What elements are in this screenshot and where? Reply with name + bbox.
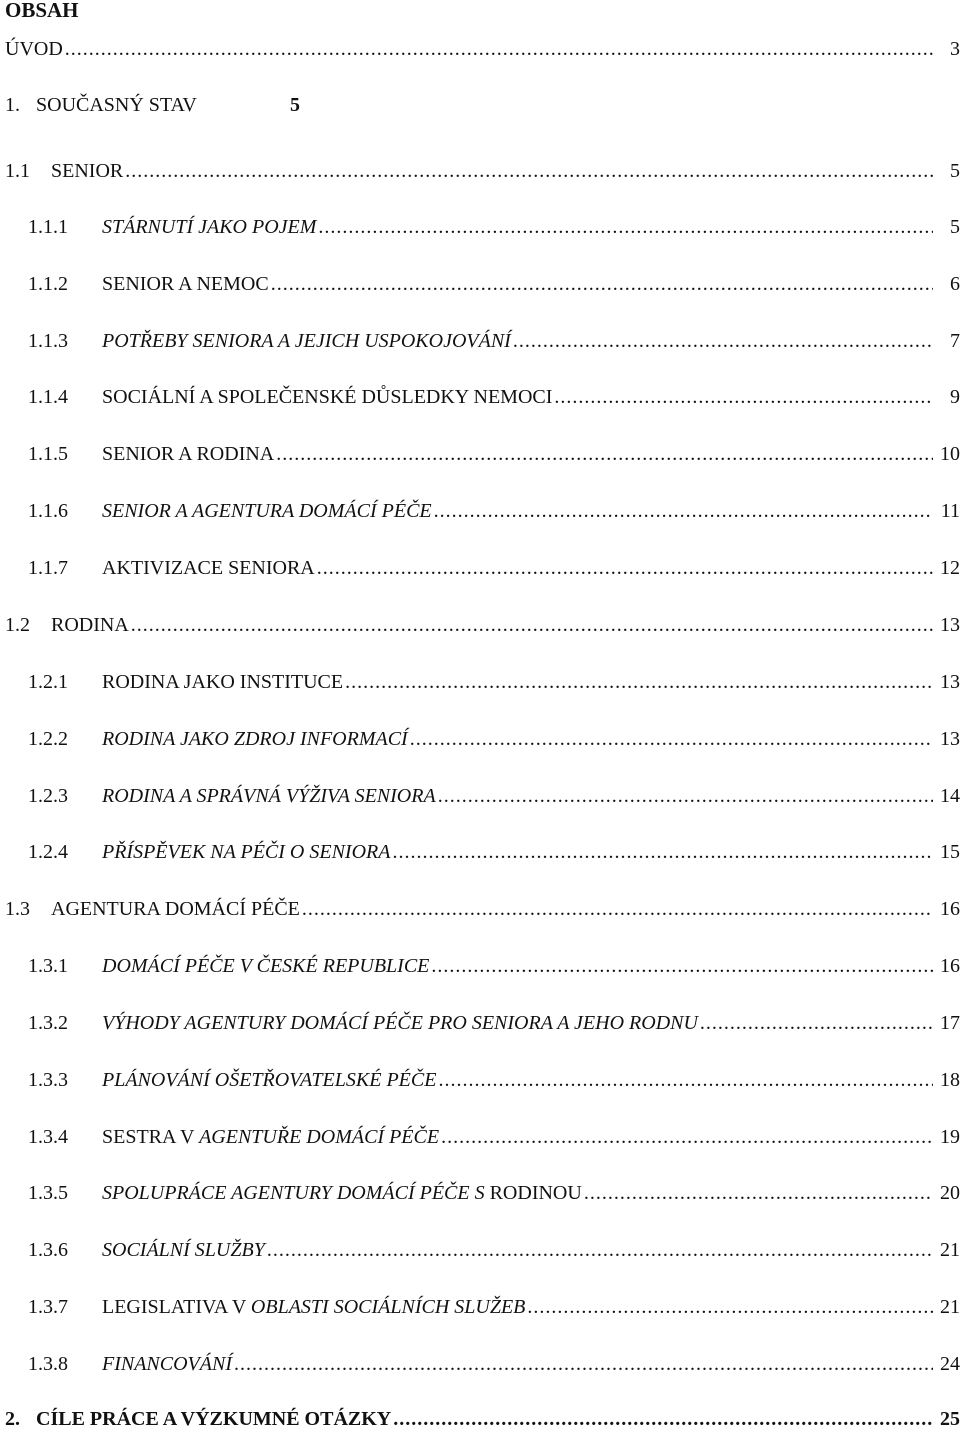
- dot-leader: [700, 1010, 933, 1036]
- toc-entry-page: 13: [940, 728, 960, 750]
- toc-entry-title: PLÁNOVÁNÍ OŠETŘOVATELSKÉ PÉČE: [102, 1069, 437, 1091]
- toc-entry-number: 1.1: [5, 160, 30, 182]
- toc-entry-title-part-a: SESTRA V: [102, 1126, 200, 1148]
- toc-entry-number: 1.2.1: [28, 671, 68, 693]
- toc-entry-title: [102, 1294, 525, 1320]
- toc-entry-page: 25: [940, 1408, 960, 1430]
- toc-entry-page: 9: [950, 386, 960, 408]
- toc-entry-1-3-5[interactable]: [0, 1180, 960, 1206]
- toc-entry-title: RODINA JAKO INSTITUCE: [102, 671, 344, 693]
- toc-heading: OBSAH: [5, 0, 79, 22]
- dot-leader: [302, 896, 933, 922]
- toc-entry-number: 2.: [5, 1408, 20, 1430]
- toc-entry-1-3-4[interactable]: [0, 1124, 960, 1150]
- toc-entry-number: 1.3: [5, 898, 30, 920]
- toc-entry-number: 1.3.3: [28, 1069, 68, 1091]
- dot-leader: [318, 214, 933, 240]
- toc-entry-title-part-b: RODINOU: [489, 1182, 582, 1204]
- toc-entry-number: 1.1.7: [28, 557, 68, 579]
- dot-leader: [345, 669, 933, 695]
- toc-entry-1-1-4[interactable]: [0, 384, 960, 410]
- toc-entry-number: 1.2.2: [28, 728, 68, 750]
- toc-entry-title-part-b: OBLASTI SOCIÁLNÍCH SLUŽEB: [250, 1296, 526, 1318]
- toc-entry-title-part-a: SPOLUPRÁCE AGENTURY DOMÁCÍ PÉČE S: [102, 1182, 490, 1204]
- toc-entry-number: 1.3.8: [28, 1353, 68, 1375]
- toc-entry-page: 21: [940, 1239, 960, 1261]
- toc-entry-1-2-3[interactable]: [0, 783, 960, 809]
- toc-entry-number: 1.: [5, 94, 20, 116]
- toc-entry-number: 1.1.1: [28, 216, 68, 238]
- dot-leader: [434, 498, 933, 524]
- toc-entry-1-2-1[interactable]: [0, 669, 960, 695]
- dot-leader: [554, 384, 933, 410]
- dot-leader: [131, 612, 933, 638]
- toc-entry-1-3-6[interactable]: [0, 1237, 960, 1263]
- toc-entry-title: SOUČASNÝ STAV: [36, 94, 197, 116]
- toc-entry-title: PŘÍSPĚVEK NA PÉČI O SENIORA: [102, 841, 391, 863]
- toc-entry-title: RODINA JAKO ZDROJ INFORMACÍ: [102, 728, 408, 750]
- toc-entry-page: 17: [940, 1012, 960, 1034]
- toc-entry-number: 1.1.4: [28, 386, 68, 408]
- toc-entry-title: [102, 1180, 582, 1206]
- toc-entry-page: 21: [940, 1296, 960, 1318]
- toc-entry-number: 1.3.2: [28, 1012, 68, 1034]
- dot-leader: [65, 36, 933, 62]
- toc-entry-title: VÝHODY AGENTURY DOMÁCÍ PÉČE PRO SENIORA A JEHO RODNU: [102, 1012, 698, 1034]
- dot-leader: [438, 783, 933, 809]
- dot-leader: [267, 1237, 933, 1263]
- dot-leader: [441, 1124, 933, 1150]
- toc-entry-title: POTŘEBY SENIORA A JEJICH USPOKOJOVÁNÍ: [102, 330, 511, 352]
- toc-entry-title: SOCIÁLNÍ SLUŽBY: [102, 1239, 265, 1261]
- toc-entry-title: AGENTURA DOMÁCÍ PÉČE: [51, 898, 300, 920]
- toc-entry-title: FINANCOVÁNÍ: [102, 1353, 232, 1375]
- dot-leader: [276, 441, 933, 467]
- dot-leader: [317, 555, 933, 581]
- toc-entry-page: 7: [950, 330, 960, 352]
- toc-entry-number: 1.3.6: [28, 1239, 68, 1261]
- toc-entry-page: 16: [940, 898, 960, 920]
- dot-leader: [410, 726, 933, 752]
- toc-entry-page: 5: [950, 160, 960, 182]
- toc-entry-page: 16: [940, 955, 960, 977]
- toc-entry-uvod[interactable]: [0, 36, 960, 62]
- toc-entry-title: STÁRNUTÍ JAKO POJEM: [102, 216, 317, 238]
- toc-entry-page: 11: [940, 500, 960, 522]
- toc-entry-page: 5: [290, 94, 300, 116]
- toc-entry-1-1[interactable]: [0, 158, 960, 184]
- toc-entry-page: 20: [940, 1182, 960, 1204]
- toc-entry-number: 1.2.4: [28, 841, 68, 863]
- toc-entry-title: [102, 1124, 439, 1150]
- dot-leader: [392, 839, 933, 865]
- toc-entry-number: 1.3.1: [28, 955, 68, 977]
- toc-entry-title: ÚVOD: [5, 38, 63, 60]
- toc-entry-title: SENIOR A RODINA: [102, 443, 275, 465]
- toc-entry-title: SENIOR A AGENTURA DOMÁCÍ PÉČE: [102, 500, 432, 522]
- toc-entry-1-1-7[interactable]: [0, 555, 960, 581]
- dot-leader: [513, 328, 933, 354]
- toc-entry-1-2-4[interactable]: [0, 839, 960, 865]
- toc-entry-title: RODINA: [51, 614, 129, 636]
- toc-entry-page: 24: [940, 1353, 960, 1375]
- toc-entry-number: 1.3.4: [28, 1126, 68, 1148]
- toc-entry-2[interactable]: [0, 1406, 960, 1432]
- dot-leader: [438, 1067, 933, 1093]
- toc-entry-page: 19: [940, 1126, 960, 1148]
- toc-entry-number: 1.1.6: [28, 500, 68, 522]
- toc-entry-page: 3: [950, 38, 960, 60]
- toc-entry-number: 1.2.3: [28, 785, 68, 807]
- toc-entry-number: 1.1.2: [28, 273, 68, 295]
- toc-entry-number: 1.3.7: [28, 1296, 68, 1318]
- toc-entry-title-part-b: AGENTUŘE DOMÁCÍ PÉČE: [199, 1126, 440, 1148]
- toc-entry-title-part-a: LEGISLATIVA V: [102, 1296, 251, 1318]
- toc-entry-1-3[interactable]: [0, 896, 960, 922]
- toc-entry-1-3-2[interactable]: [0, 1010, 960, 1036]
- dot-leader: [431, 953, 933, 979]
- toc-entry-page: 5: [950, 216, 960, 238]
- dot-leader: [527, 1294, 933, 1320]
- toc-entry-page: 18: [940, 1069, 960, 1091]
- toc-entry-1-2-2[interactable]: [0, 726, 960, 752]
- toc-entry-1-3-7[interactable]: [0, 1294, 960, 1320]
- toc-entry-1-1-5[interactable]: [0, 441, 960, 467]
- dot-leader: [271, 271, 933, 297]
- dot-leader: [125, 158, 933, 184]
- toc-entry-title: SENIOR A NEMOC: [102, 273, 269, 295]
- toc-entry-page: 13: [940, 671, 960, 693]
- toc-entry-soucasny-stav[interactable]: [0, 92, 960, 118]
- toc-entry-page: 13: [940, 614, 960, 636]
- toc-entry-number: 1.3.5: [28, 1182, 68, 1204]
- toc-entry-1-1-2[interactable]: [0, 271, 960, 297]
- toc-entry-1-3-8[interactable]: [0, 1351, 960, 1377]
- toc-entry-1-1-3[interactable]: [0, 328, 960, 354]
- toc-entry-page: 6: [950, 273, 960, 295]
- toc-entry-page: 15: [940, 841, 960, 863]
- toc-entry-title: DOMÁCÍ PÉČE V ČESKÉ REPUBLICE: [102, 955, 430, 977]
- dot-leader: [393, 1406, 933, 1432]
- toc-entry-1-2[interactable]: [0, 612, 960, 638]
- toc-entry-1-1-6[interactable]: [0, 498, 960, 524]
- toc-entry-1-1-1[interactable]: [0, 214, 960, 240]
- dot-leader: [584, 1180, 933, 1206]
- toc-entry-number: 1.2: [5, 614, 30, 636]
- dot-leader: [234, 1351, 933, 1377]
- toc-entry-page: 10: [940, 443, 960, 465]
- toc-entry-title: AKTIVIZACE SENIORA: [102, 557, 315, 579]
- toc-entry-page: 12: [940, 557, 960, 579]
- toc-entry-title: CÍLE PRÁCE A VÝZKUMNÉ OTÁZKY: [36, 1408, 392, 1430]
- toc-entry-title: RODINA A SPRÁVNÁ VÝŽIVA SENIORA: [102, 785, 436, 807]
- toc-entry-number: 1.1.3: [28, 330, 68, 352]
- toc-entry-page: 14: [940, 785, 960, 807]
- toc-entry-1-3-3[interactable]: [0, 1067, 960, 1093]
- toc-entry-number: 1.1.5: [28, 443, 68, 465]
- toc-entry-title: SOCIÁLNÍ A SPOLEČENSKÉ DŮSLEDKY NEMOCI: [102, 386, 553, 408]
- toc-entry-1-3-1[interactable]: [0, 953, 960, 979]
- toc-entry-title: SENIOR: [51, 160, 124, 182]
